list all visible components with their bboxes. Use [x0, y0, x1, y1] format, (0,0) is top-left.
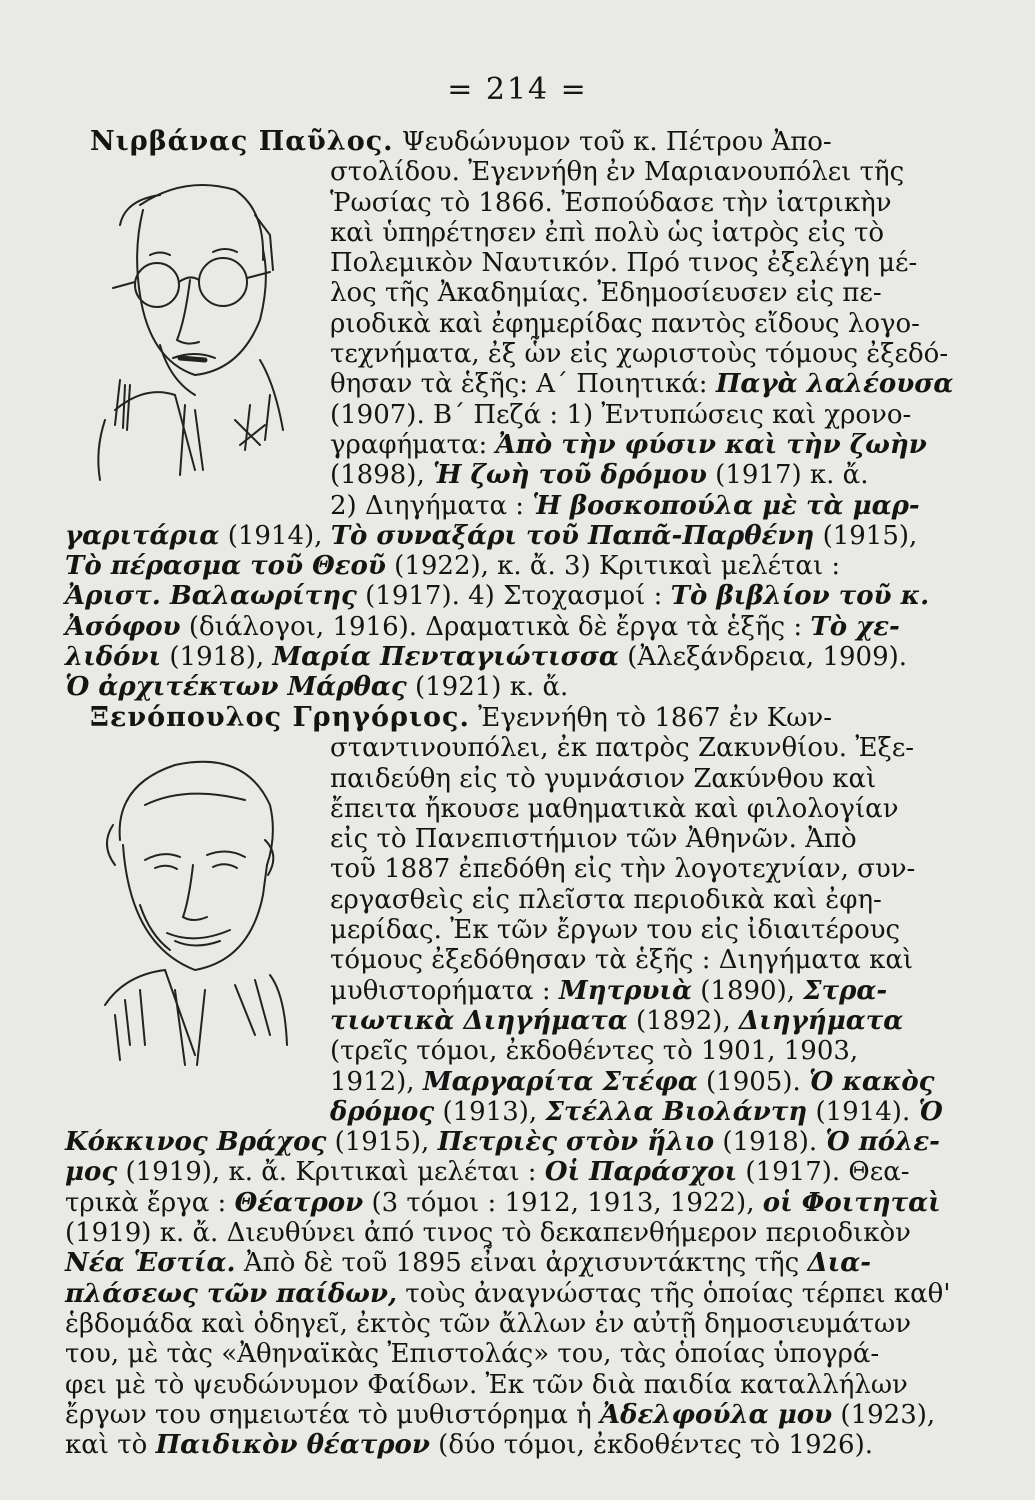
- entry-line: [65, 1067, 955, 1097]
- text-run: (διάλογοι, 1916). Δραματικὰ δὲ ἔργα τὰ ἑξῆς :: [180, 611, 811, 642]
- italic-title: μος: [65, 1157, 118, 1188]
- italic-title: Τὸ πέρασμα τοῦ Θεοῦ: [65, 551, 386, 582]
- entry-line: [65, 157, 955, 187]
- text-run: Ῥωσίας τὸ 1866. Ἐσπούδασε τὴν ἰατρικὴν: [330, 187, 892, 218]
- italic-title: Ὁ πόλε-: [825, 1127, 940, 1158]
- text-run: (1898),: [330, 460, 433, 491]
- italic-title: Πετριὲς στὸν ἥλιο: [437, 1127, 715, 1158]
- entry-line: [65, 764, 955, 794]
- italic-title: Ἡ βοσκοπούλα μὲ τὰ μαρ-: [532, 490, 920, 521]
- italic-title: Ἀριστ. Βαλαωρίτης: [65, 581, 357, 612]
- text-run: (1923),: [832, 1399, 936, 1430]
- text-run: Ἐγεννήθη τὸ 1867 ἐν Κων-: [478, 703, 833, 733]
- text-run: παιδεύθη εἰς τὸ γυμνάσιον Ζακύνθου καὶ: [330, 763, 877, 794]
- entry-line: [65, 581, 955, 611]
- entry-nirvanas: [65, 127, 955, 703]
- text-run: μυθιστορήματα :: [330, 975, 559, 1006]
- text-run: (1890),: [692, 975, 804, 1006]
- italic-title: Θέατρον: [234, 1187, 364, 1218]
- italic-title: πλάσεως τῶν παίδων,: [65, 1278, 398, 1309]
- text-run: θησαν τὰ ἑξῆς: Α΄ Ποιητικά:: [330, 369, 716, 400]
- text-run: (τρεῖς τόμοι, ἐκδοθέντες τὸ 1901, 1903,: [330, 1036, 859, 1067]
- italic-title: οἱ Φοιτηταὶ: [762, 1187, 941, 1218]
- text-run: (1913),: [434, 1096, 546, 1127]
- text-run: εργασθεὶς εἰς πλεῖστα περιοδικὰ καὶ ἐφη-: [330, 884, 882, 915]
- italic-title: γαριτάρια: [65, 520, 220, 551]
- text-run: τρικὰ ἔργα :: [65, 1187, 235, 1218]
- entry-line: [65, 309, 955, 339]
- text-run: (1921) κ. ἄ.: [406, 672, 569, 703]
- italic-title: Ὁ ἀρχιτέκτων Μάρθας: [65, 672, 407, 703]
- text-run: μερίδας. Ἐκ τῶν ἔργων του εἰς ἰδιαιτέρους: [330, 915, 901, 946]
- italic-title: Ἀδελφούλα μου: [599, 1399, 833, 1430]
- entry-xenopoulos: [65, 703, 955, 1460]
- italic-title: Ὁ κακὸς: [809, 1066, 935, 1097]
- entry-line: [65, 248, 955, 278]
- italic-title: Ἀσόφου: [65, 611, 181, 642]
- entry-line: [65, 976, 955, 1006]
- entry-line: [65, 1188, 955, 1218]
- text-run: (δύο τόμοι, ἐκδοθέντες τὸ 1926).: [429, 1430, 873, 1461]
- text-run: ριοδικὰ καὶ ἐφημερίδας παντὸς εἴδους λογο-: [330, 308, 920, 339]
- entry-line: [65, 612, 955, 642]
- text-run: (1918).: [714, 1127, 826, 1158]
- entry-line: [65, 400, 955, 430]
- entry-line: [65, 127, 955, 157]
- entry-line: [65, 1127, 955, 1157]
- entry-line: [65, 188, 955, 218]
- italic-title: Νέα Ἑστία.: [65, 1248, 236, 1279]
- text-run: (1914).: [807, 1096, 919, 1127]
- text-run: γραφήματα:: [330, 429, 496, 460]
- entry-line: [65, 733, 955, 763]
- italic-title: λιδόνι: [65, 642, 162, 673]
- entry-line: [65, 1157, 955, 1187]
- text-run: τοῦ 1887 ἐπεδόθη εἰς τὴν λογοτεχνίαν, συν-: [330, 854, 916, 885]
- entry-line: [65, 1400, 955, 1430]
- page-number: = 214 =: [447, 72, 588, 107]
- text-run: (1915),: [814, 520, 918, 551]
- entry-line: [65, 1006, 955, 1036]
- text-run: φει μὲ τὸ ψευδώνυμον Φαίδων. Ἐκ τῶν διὰ παιδία καταλλήλων: [65, 1369, 908, 1400]
- text-run: (1915),: [326, 1127, 438, 1158]
- text-run: (1907). Β΄ Πεζά : 1) Ἐντυπώσεις καὶ χρονο-: [330, 399, 912, 430]
- text-run: (1914),: [219, 520, 331, 551]
- italic-title: Μαργαρίτα Στέφα: [422, 1066, 698, 1097]
- italic-title: Τὸ συναξάρι τοῦ Παπᾶ-Παρθένη: [330, 520, 815, 551]
- italic-title: Κόκκινος Βράχος: [65, 1127, 327, 1158]
- entry-line: [65, 278, 955, 308]
- entry-line: [65, 854, 955, 884]
- entry-line: [65, 521, 955, 551]
- entry-line: [65, 1218, 955, 1248]
- text-run: (1922), κ. ἄ. 3) Κριτικαὶ μελέται :: [385, 551, 841, 582]
- entry-name: Ξενόπουλος Γρηγόριος.: [90, 702, 470, 733]
- entry-line: [65, 824, 955, 854]
- italic-title: Μαρία Πενταγιώτισσα: [272, 642, 619, 673]
- entry-line: [65, 642, 955, 672]
- entry-line: [65, 1097, 955, 1127]
- text-run: καὶ ὑπηρέτησεν ἐπὶ πολὺ ὡς ἰατρὸς εἰς τὸ: [330, 217, 884, 248]
- text-run: 2) Διηγήματα :: [330, 490, 533, 521]
- italic-title: Διηγήματα: [738, 1005, 904, 1036]
- text-run: (1918),: [161, 642, 273, 673]
- italic-title: Τὸ χε-: [810, 611, 900, 642]
- text-run: Πολεμικὸν Ναυτικόν. Πρό τινος ἐξελέγη μέ-: [330, 248, 918, 279]
- italic-title: Ἀπὸ τὴν φύσιν καὶ τὴν ζωὴν: [495, 429, 927, 460]
- entry-line: [65, 703, 955, 733]
- entry-line: [65, 339, 955, 369]
- entry-line: [65, 1370, 955, 1400]
- text-run: ἔργων του σημειωτέα τὸ μυθιστόρημα ἡ: [65, 1399, 600, 1430]
- entry-line: [65, 885, 955, 915]
- entry-line: [65, 1339, 955, 1369]
- italic-title: Δια-: [807, 1248, 871, 1279]
- text-run: (1919) κ. ἄ. Διευθύνει ἀπό τινος τὸ δεκαπενθήμερον περιοδικὸν: [65, 1218, 911, 1249]
- entry-line: [65, 1279, 955, 1309]
- italic-title: Μητρυιὰ: [558, 975, 692, 1006]
- entry-line: [65, 672, 955, 702]
- entry-line: [65, 1430, 955, 1460]
- entry-line: [65, 915, 955, 945]
- entry-line: [65, 430, 955, 460]
- text-run: στολίδου. Ἐγεννήθη ἐν Μαριανουπόλει τῆς: [330, 157, 905, 188]
- entry-line: [65, 460, 955, 490]
- italic-title: Οἱ Παράσχοι: [544, 1157, 738, 1188]
- entry-name: Νιρβάνας Παῦλος.: [90, 126, 394, 157]
- text-run: τόμους ἐξεδόθησαν τὰ ἑξῆς : Διηγήματα καὶ: [330, 945, 914, 976]
- text-run: (1917). 4) Στοχασμοί :: [356, 581, 671, 612]
- entry-line: [65, 945, 955, 975]
- entry-line: [65, 551, 955, 581]
- entry-line: [65, 1248, 955, 1278]
- text-run: εἰς τὸ Πανεπιστήμιον τῶν Ἀθηνῶν. Ἀπὸ: [330, 824, 857, 855]
- text-run: Ψευδώνυμον τοῦ κ. Πέτρου Ἀπο-: [401, 127, 832, 157]
- text-run: ἑβδομάδα καὶ ὁδηγεῖ, ἐκτὸς τῶν ἄλλων ἐν αὐτῇ δημοσιευμάτων: [65, 1308, 912, 1339]
- entry-line: [65, 491, 955, 521]
- entry-line: [65, 218, 955, 248]
- text-run: (1917) κ. ἄ.: [706, 460, 869, 491]
- text-run: καὶ τὸ: [65, 1430, 156, 1461]
- text-run: (1917). Θεα-: [737, 1157, 910, 1188]
- italic-title: Ὁ: [918, 1096, 943, 1127]
- text-run: (1892),: [627, 1005, 739, 1036]
- text-run: (3 τόμοι : 1912, 1913, 1922),: [363, 1187, 763, 1218]
- italic-title: Παιδικὸν θέατρον: [155, 1430, 430, 1461]
- text-run: ἔπειτα ἤκουσε μαθηματικὰ καὶ φιλολογίαν: [330, 793, 899, 824]
- entry-line: [65, 794, 955, 824]
- text-run: (1905).: [697, 1066, 809, 1097]
- text-run: Ἀπὸ δὲ τοῦ 1895 εἶναι ἀρχισυντάκτης τῆς: [235, 1248, 808, 1279]
- text-run: τοὺς ἀναγνώστας τῆς ὁποίας τέρπει καθ': [397, 1278, 951, 1309]
- text-run: τεχνήματα, ἐξ ὧν εἰς χωριστοὺς τόμους ἐξεδό-: [330, 339, 949, 370]
- italic-title: τιωτικὰ Διηγήματα: [330, 1005, 628, 1036]
- entry-text: [478, 703, 832, 733]
- entry-line: [65, 369, 955, 399]
- italic-title: Ἡ ζωὴ τοῦ δρόμου: [432, 460, 707, 491]
- italic-title: δρόμος: [330, 1096, 435, 1127]
- text-run: (1919), κ. ἄ. Κριτικαὶ μελέται :: [117, 1157, 545, 1188]
- entry-line: [65, 1036, 955, 1066]
- text-run: 1912),: [330, 1066, 423, 1097]
- entry-text: [402, 127, 832, 157]
- text-run: λος τῆς Ἀκαδημίας. Ἐδημοσίευσεν εἰς πε-: [330, 278, 882, 309]
- entry-line: [65, 1309, 955, 1339]
- italic-title: Παγὰ λαλέουσα: [715, 369, 954, 400]
- italic-title: Στέλλα Βιολάντη: [545, 1096, 808, 1127]
- text-run: (Ἀλεξάνδρεια, 1909).: [618, 642, 908, 673]
- italic-title: Τὸ βιβλίον τοῦ κ.: [670, 581, 930, 612]
- text-run: του, μὲ τὰς «Ἀθηναϊκὰς Ἐπιστολάς» του, τὰς ὁποίας ὑπογρά-: [65, 1339, 880, 1370]
- text-run: σταντινουπόλει, ἐκ πατρὸς Ζακυνθίου. Ἐξε-: [330, 733, 915, 764]
- italic-title: Στρα-: [803, 975, 888, 1006]
